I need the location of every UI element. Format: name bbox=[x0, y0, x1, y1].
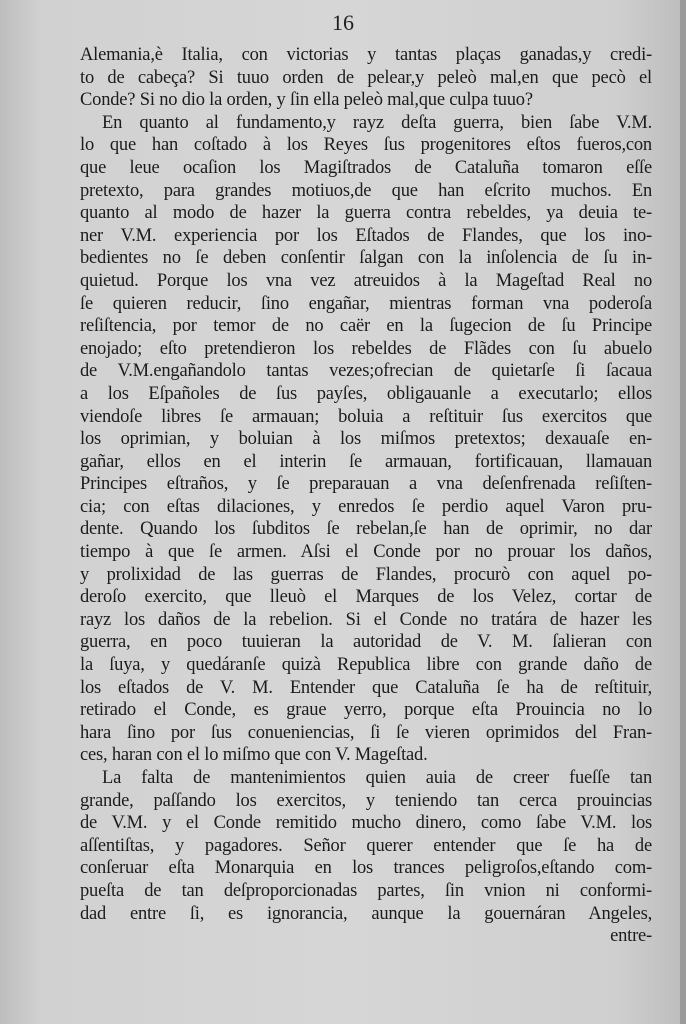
text-line: la ſuya, y quedáranſe quizà Republica libre con grande daño de bbox=[80, 655, 652, 676]
page-edge bbox=[680, 0, 686, 1024]
text-line: La falta de mantenimientos quien auia de creer fueſſe tan bbox=[102, 768, 652, 788]
text-line: de V.M.engañandolo tantas vezes;ofrecian de quietarſe ſi ſacaua bbox=[80, 361, 652, 382]
text-line: los eſtados de V. M. Entender que Cataluña ſe ha de reſtituir, bbox=[80, 677, 652, 698]
text-line: aſſentiſtas, y pagadores. Señor querer entender que ſe ha de bbox=[80, 835, 652, 856]
text-line: deroſo exercito, que lleuò el Marques de los Velez, cortar de bbox=[80, 587, 652, 608]
text-line: rayz los daños de la rebelion. Si el Conde no tratára de hazer les bbox=[80, 609, 652, 630]
text-line: ſe quieren reducir, ſino engañar, mientras forman vna poderoſa bbox=[80, 293, 652, 314]
text-line: hara ſino por ſus conueniencias, ſi ſe vieren oprimidos del Fran- bbox=[80, 722, 652, 743]
text-line: Principes eſtraños, y ſe preparauan a vna deſenfrenada reſiſten- bbox=[80, 474, 652, 495]
text-line: y prolixidad de las guerras de Flandes, procurò con aquel po- bbox=[80, 564, 652, 585]
text-line: pretexto, para grandes motiuos,de que han eſcrito muchos. En bbox=[80, 180, 652, 201]
text-line: quietud. Porque los vna vez atreuidos à la Mageſtad Real no bbox=[80, 270, 652, 291]
text-line: los oprimian, y boluian à los miſmos pretextos; dexauaſe en- bbox=[80, 429, 652, 450]
text-line: ces, haran con el lo miſmo que con V. Mageſtad. bbox=[80, 745, 428, 766]
text-line: En quanto al fundamento,y rayz deſta guerra, bien ſabe V.M. bbox=[102, 112, 652, 133]
text-line: cia; con eſtas dilaciones, y enredos ſe perdio aquel Varon pru- bbox=[80, 496, 652, 517]
text-line: viendoſe libres ſe armauan; boluia a reſtituir ſus exercitos que bbox=[80, 406, 652, 427]
text-line: lo que han coſtado à los Reyes ſus progenitores eſtos fueros,con bbox=[80, 135, 652, 156]
text-line: grande, paſſando los exercitos, y teniendo tan cerca prouincias bbox=[80, 790, 652, 811]
text-line: reſiſtencia, por temor de no caër en la ſugecion de ſu Principe bbox=[80, 316, 652, 337]
text-line: Conde? Si no dio la orden, y ſin ella peleò mal,que culpa tuuo? bbox=[80, 90, 533, 111]
text-line: tiempo à que ſe armen. Aſsi el Conde por no prouar los daños, bbox=[80, 542, 652, 563]
text-line: bedientes no ſe deben conſentir ſalgan con la inſolencia de ſu in- bbox=[80, 248, 652, 269]
page-number: 16 bbox=[332, 10, 354, 35]
text-line: entre- bbox=[610, 926, 652, 947]
text-line: to de cabeça? Si tuuo orden de pelear,y peleò mal,en que pecò el bbox=[80, 67, 652, 88]
text-line: Alemania,è Italia, con victorias y tantas plaças ganadas,y credi- bbox=[80, 45, 652, 65]
text-line: quanto al modo de hazer la guerra contra rebeldes, ya deuia te- bbox=[80, 203, 652, 224]
text-line: pueſta de tan deſproporcionadas partes, ſin vnion ni conformi- bbox=[80, 880, 652, 901]
text-line: ner V.M. experiencia por los Eſtados de Flandes, que los ino- bbox=[80, 225, 652, 246]
text-line: de V.M. y el Conde remitido mucho dinero, como ſabe V.M. los bbox=[80, 813, 652, 834]
body-text bbox=[80, 44, 652, 948]
text-line: a los Eſpañoles de ſus payſes, obligauanle a executarlo; ellos bbox=[80, 383, 652, 404]
text-line: conſeruar eſta Monarquia en los trances peligroſos,eſtando com- bbox=[80, 858, 652, 879]
text-line: dente. Quando los ſubditos ſe rebelan,ſe han de oprimir, no dar bbox=[80, 519, 652, 540]
text-line: retirado el Conde, es graue yerro, porque eſta Prouincia no lo bbox=[80, 700, 652, 721]
text-line: guerra, en poco tuuieran la autoridad de V. M. ſalieran con bbox=[80, 632, 652, 653]
text-line: enojado; eſto pretendieron los rebeldes de Flãdes con ſu abuelo bbox=[80, 338, 652, 359]
text-line: que leue ocaſion los Magiſtrados de Cataluña tomaron eſſe bbox=[80, 157, 652, 178]
text-line: dad entre ſi, es ignorancia, aunque la gouernáran Angeles, bbox=[80, 903, 652, 924]
text-line: gañar, ellos en el interin ſe armauan, fortificauan, llamauan bbox=[80, 451, 652, 472]
